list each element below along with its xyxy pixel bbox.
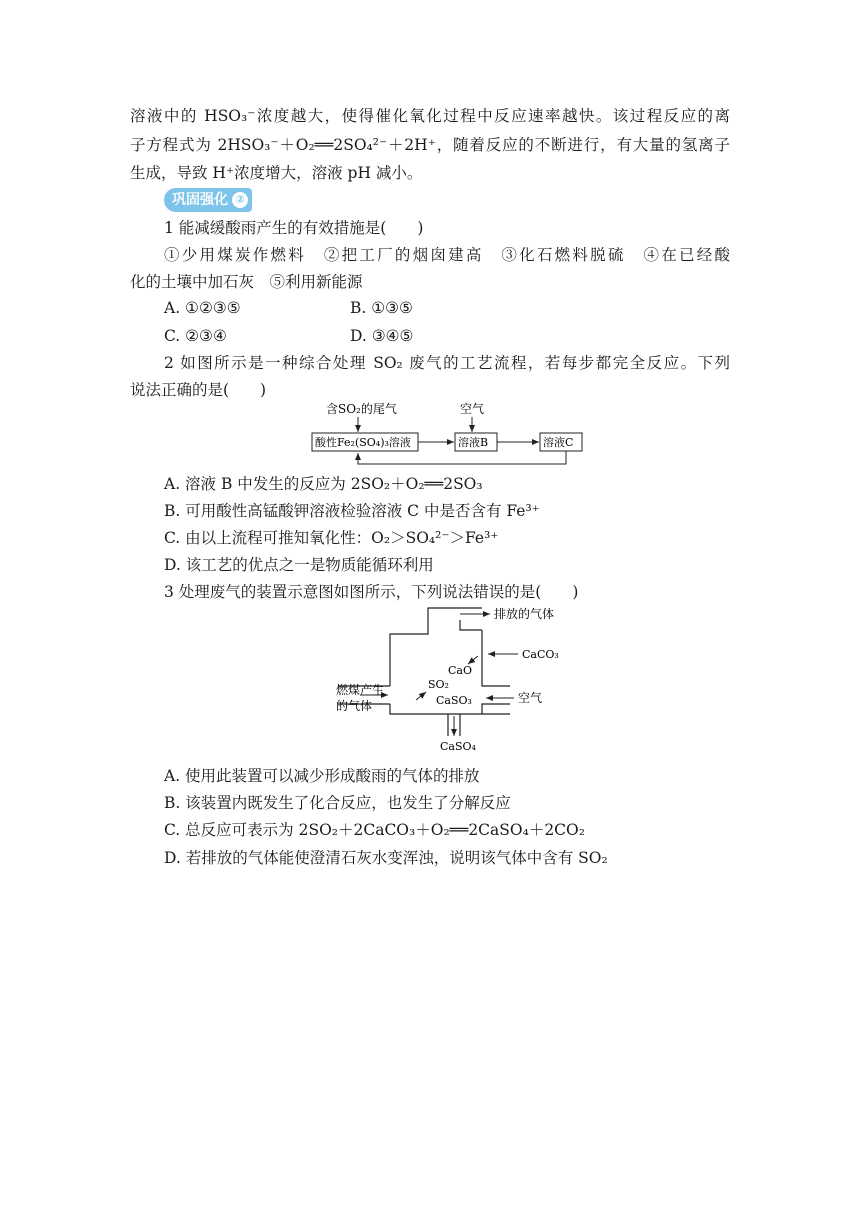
q2-option-c: C. 由以上流程可推知氧化性：O₂＞SO₄²⁻＞Fe³⁺ xyxy=(164,529,499,547)
q1-option-b: B. ①③⑤ xyxy=(350,299,413,317)
q2-recycle-arrow xyxy=(358,451,566,464)
q3-air-inlet xyxy=(482,704,510,714)
q3-wall-right-upper xyxy=(482,630,510,686)
q2-option-a: A. 溶液 B 中发生的反应为 2SO₂＋O₂══2SO₃ xyxy=(164,475,483,493)
q3-so2-arrow xyxy=(416,692,426,700)
q3-exhaust-label: 排放的气体 xyxy=(494,607,555,621)
q1-option-c: C. ②③④ xyxy=(164,327,227,345)
q1-option-d: D. ③④⑤ xyxy=(350,327,414,345)
section-badge-number: ② xyxy=(232,192,248,208)
q2-stem-line-2: 说法正确的是( ) xyxy=(130,381,267,399)
q1-items-line-2: 化的土壤中加石灰 ⑤利用新能源 xyxy=(130,273,363,291)
q3-source-label-1: 燃煤产生 xyxy=(336,683,385,697)
q2-box1-text: 酸性Fe₂(SO₄)₃溶液 xyxy=(315,436,411,449)
q3-option-a: A. 使用此装置可以减少形成酸雨的气体的排放 xyxy=(164,767,480,785)
q1-stem: 1 能减缓酸雨产生的有效措施是( ) xyxy=(164,219,424,237)
intro-line-3: 生成，导致 H⁺浓度增大，溶液 pH 减小。 xyxy=(130,164,423,182)
q3-air-label: 空气 xyxy=(518,691,543,705)
q2-stem-line-1: 2 如图所示是一种综合处理 SO₂ 废气的工艺流程，若每步都完全反应。下列 xyxy=(164,354,730,372)
q3-source-label-2: 的气体 xyxy=(336,699,373,713)
q1-option-a: A. ①②③⑤ xyxy=(164,299,241,317)
q3-caso4-label: CaSO₄ xyxy=(440,740,476,753)
q3-cao-label: CaO xyxy=(448,664,472,677)
q3-wall-right-inner xyxy=(460,620,482,630)
q3-caso3-label: CaSO₃ xyxy=(436,694,472,707)
q3-option-d: D. 若排放的气体能使澄清石灰水变浑浊，说明该气体中含有 SO₂ xyxy=(164,849,608,867)
q3-option-b: B. 该装置内既发生了化合反应，也发生了分解反应 xyxy=(164,794,511,812)
q3-caco3-label: CaCO₃ xyxy=(522,648,559,661)
q3-stem: 3 处理废气的装置示意图如图所示，下列说法错误的是( ) xyxy=(164,583,579,601)
q3-option-c: C. 总反应可表示为 2SO₂＋2CaCO₃＋O₂══2CaSO₄＋2CO₂ xyxy=(164,821,585,839)
q3-device-diagram xyxy=(330,604,600,754)
q2-option-d: D. 该工艺的优点之一是物质能循环利用 xyxy=(164,556,434,574)
q1-items-line-1: ①少用煤炭作燃料 ②把工厂的烟囱建高 ③化石燃料脱硫 ④在已经酸 xyxy=(164,246,730,264)
intro-line-1: 溶液中的 HSO₃⁻浓度越大，使得催化氧化过程中反应速率越快。该过程反应的离 xyxy=(130,107,730,125)
q2-box3-text: 溶液C xyxy=(543,436,574,449)
q2-flow-diagram xyxy=(300,398,590,470)
q2-box2-text: 溶液B xyxy=(458,436,489,449)
section-badge-label: 巩固强化 xyxy=(172,192,228,208)
q2-input-label: 含SO₂的尾气 xyxy=(326,402,397,416)
q3-so2-label: SO₂ xyxy=(428,678,449,691)
q2-option-b: B. 可用酸性高锰酸钾溶液检验溶液 C 中是否含有 Fe³⁺ xyxy=(164,502,540,520)
intro-line-2: 子方程式为 2HSO₃⁻＋O₂══2SO₄²⁻＋2H⁺，随着反应的不断进行，有大量的氢离子 xyxy=(130,136,730,154)
q2-air-label: 空气 xyxy=(460,402,485,416)
q3-caco3-to-cao-arrow xyxy=(468,656,478,664)
section-badge xyxy=(164,188,252,212)
